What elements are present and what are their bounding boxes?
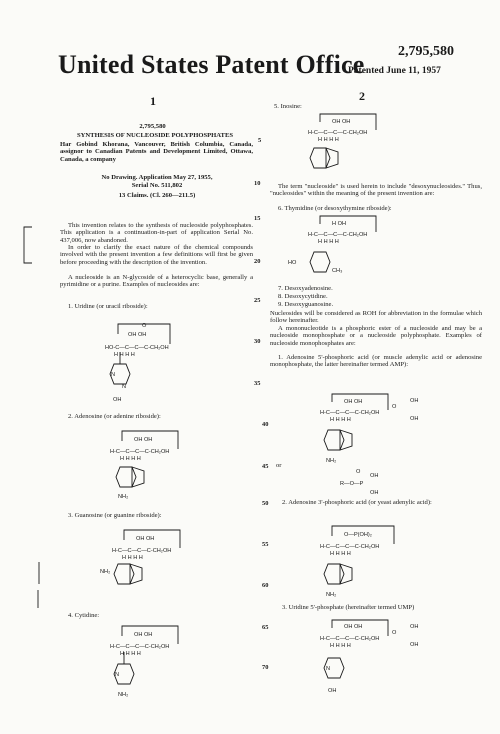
nh2-label: NH₂ [100, 569, 111, 575]
chain-label: H-C—C—C—C-CH₂OH [110, 644, 170, 650]
n-label-2: N [122, 384, 127, 390]
oh-oh-label: OH OH [134, 632, 153, 638]
drawing-line: No Drawing. Application May 27, 1955, [101, 174, 213, 181]
paragraph-roh: Nucleosides will be considered as ROH for abbreviation in the formulae which follow hereinafter. [270, 310, 482, 325]
h-row-label: H H H H [318, 239, 339, 245]
guanosine-structure [100, 526, 220, 601]
adenosine-structure [108, 427, 218, 502]
column-number-right: 2 [359, 89, 365, 103]
ump-structure [318, 614, 468, 699]
rop-structure [340, 467, 420, 497]
line-number: 20 [254, 258, 261, 265]
office-title: United States Patent Office [58, 50, 365, 79]
oh-label-3: OH [328, 688, 337, 694]
amp-structure [318, 390, 468, 465]
n-label: N [111, 372, 116, 378]
line-number: 40 [262, 421, 269, 428]
h-oh-label: H OH [332, 221, 346, 227]
r-o-p-label: R—O—P [340, 481, 364, 487]
nh2-label: NH₂ [326, 592, 337, 598]
item-desoxyadenosine: 7. Desoxyadenosine. [278, 285, 333, 292]
line-number: 50 [262, 500, 269, 507]
adenosine-3-phosphate-structure [318, 520, 468, 600]
oh-label-2: OH [410, 416, 419, 422]
thymidine-structure [288, 214, 420, 284]
h-row-label: H H H H [330, 551, 351, 557]
item-desoxyguanosine: 9. Desoxyguanosine. [278, 301, 334, 308]
oh-oh-label: OH OH [332, 119, 351, 125]
line-number: 25 [254, 297, 261, 304]
patented-date: Patented June 11, 1957 [348, 66, 441, 76]
item-desoxycytidine: 8. Desoxycytidine. [278, 293, 328, 300]
chain-label: HO-C—C—C—C-CH₂OH [105, 345, 169, 351]
line-number: 45 [262, 463, 269, 470]
cytidine-structure [108, 622, 218, 712]
oh-label: OH [113, 397, 122, 403]
serial-line: Serial No. 511,802 [131, 182, 183, 189]
p-o-label: O [392, 630, 397, 636]
line-number: 60 [262, 582, 269, 589]
paragraph-3-phosphoric: 2. Adenosine 3'-phosphoric acid (or yeast adenylic acid): [282, 499, 432, 506]
item-thymidine: 6. Thymidine (or desoxythymine riboside): [278, 205, 392, 212]
oh-label: OH [370, 473, 379, 479]
margin-mark-lower [34, 560, 44, 610]
oh-oh-label: OH OH [128, 332, 147, 338]
item-inosine: 5. Inosine: [274, 103, 302, 110]
inosine-structure [300, 112, 420, 182]
paragraph-intro: This invention relates to the synthesis of nucleoside polyphosphates. This application is a continuation-in-part of application Serial No. 437,006, now abandoned. [60, 222, 253, 244]
line-number: 30 [254, 338, 261, 345]
h-row-label: H H H H [114, 352, 135, 358]
h-row-label: H H H H [318, 137, 339, 143]
margin-bracket-mark [20, 225, 36, 265]
item-guanosine: 3. Guanosine (or guanine riboside): [68, 512, 162, 519]
oh-oh-label: OH OH [344, 624, 363, 630]
oh-oh-label: OH OH [344, 399, 363, 405]
item-uridine: 1. Uridine (or uracil riboside): [68, 303, 148, 310]
h-row-label: H H H H [330, 643, 351, 649]
line-number: 5 [258, 137, 262, 144]
patent-title: SYNTHESIS OF NUCLEOSIDE POLYPHOSPHATES [76, 132, 234, 139]
h-row-label: H H H H [120, 651, 141, 657]
claims-line: 13 Claims. (Cl. 260—211.5) [118, 192, 196, 199]
ring-o-label: O [142, 323, 147, 329]
chain-label: H-C—C—C—C-CH₂OH [308, 130, 368, 136]
nh2-label: NH₂ [118, 692, 129, 698]
paragraph-amp: 1. Adenosine 5'-phosphoric acid (or muscle adenylic acid or adenosine monophosphate, the latter hereinafter termed AMP): [270, 354, 482, 369]
p-o-label: O [356, 469, 361, 475]
oh2-label: O—P(OH)₂ [344, 532, 372, 538]
nh2-label: NH₂ [118, 494, 129, 500]
paragraph-definitions: In order to clarify the exact nature of the chemical compounds involved with the present invention a few definitions will first be given before proceeding with the description of the invention. [60, 244, 253, 266]
or-text: or [276, 462, 282, 469]
paragraph-mononucleotide: A mononucleotide is a phosphoric ester of a nucleoside and may be a nucleoside monophosphate or a nucleoside polyphosphate. Examples of nucleoside monophosphates are: [270, 325, 482, 347]
paragraph-nucleoside: A nucleoside is an N-glycoside of a heterocyclic base, generally a pyrimidine or a purine. Examples of nucleosides are: [60, 274, 253, 289]
chain-label: H-C—C—C—C-CH₂OH [320, 636, 380, 642]
oh-label: OH [410, 398, 419, 404]
p-o-label: O [392, 404, 397, 410]
ho-label: HO [288, 260, 297, 266]
oh-label: OH [410, 624, 419, 630]
patent-number-small: 2,795,580 [139, 123, 166, 130]
inventor-block: Har Gobind Khorana, Vancouver, British Columbia, Canada, assignor to Canadian Patents and Development Limited, Ottawa, Canada, a company [60, 141, 253, 163]
h-row-label: H H H H [330, 417, 351, 423]
line-number: 70 [262, 664, 269, 671]
line-number: 15 [254, 215, 261, 222]
h-row-label: H H H H [122, 555, 143, 561]
paragraph-ump: 3. Uridine 5'-phosphate (hereinafter termed UMP) [282, 604, 415, 611]
ch3-label: CH₃ [332, 268, 343, 274]
line-number: 10 [254, 180, 261, 187]
n-label: N [326, 666, 331, 672]
oh-label-2: OH [370, 490, 379, 496]
chain-label: H-C—C—C—C-CH₂OH [112, 548, 172, 554]
chain-label: H-C—C—C—C-CH₂OH [320, 544, 380, 550]
n-label: N [115, 672, 120, 678]
item-adenosine: 2. Adenosine (or adenine riboside): [68, 413, 161, 420]
line-number: 35 [254, 380, 261, 387]
oh-oh-label: OH OH [134, 437, 153, 443]
h-row-label: H H H H [120, 456, 141, 462]
oh-label-2: OH [410, 642, 419, 648]
chain-label: H-C—C—C—C-CH₂OH [110, 449, 170, 455]
line-number: 55 [262, 541, 269, 548]
uridine-structure [100, 316, 210, 406]
nh2-label: NH₂ [326, 458, 337, 464]
paragraph-nucleoside-term: The term "nucleoside" is used herein to include "desoxynucleosides." Thus, "nucleosides" within the meaning of the present invention are: [270, 183, 482, 198]
chain-label: H-C—C—C—C-CH₂OH [320, 410, 380, 416]
item-cytidine: 4. Cytidine: [68, 612, 100, 619]
line-number: 65 [262, 624, 269, 631]
patent-number: 2,795,580 [398, 44, 454, 59]
chain-label: H-C—C—C—C-CH₂OH [308, 232, 368, 238]
oh-oh-label: OH OH [136, 536, 155, 542]
column-number-left: 1 [150, 94, 156, 108]
